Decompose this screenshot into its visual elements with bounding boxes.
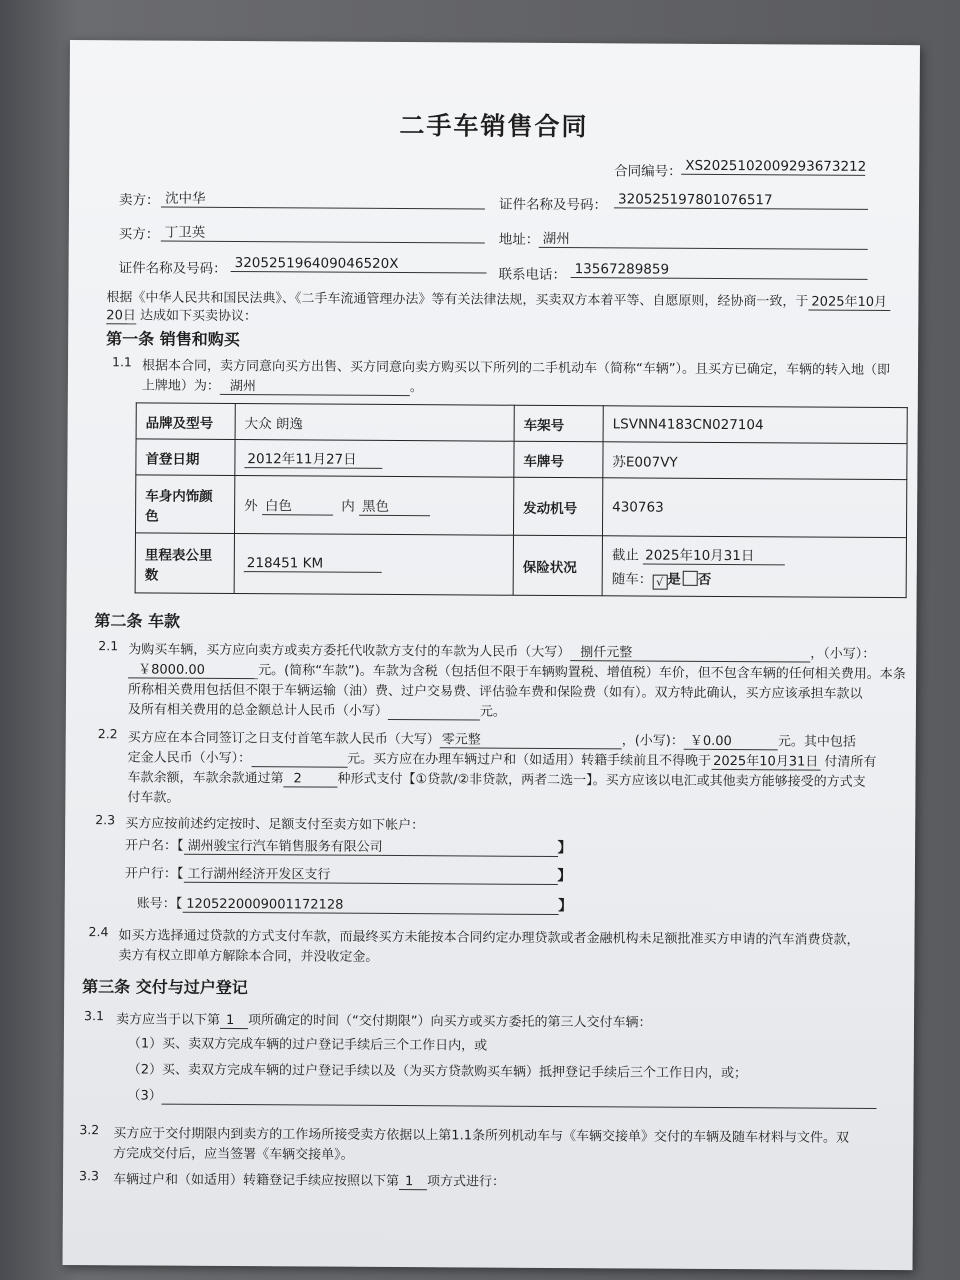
section-2-3-text: 买方应按前述约定按时、足额支付至卖方如下帐户： <box>125 816 425 834</box>
address: 湖州 <box>539 227 868 250</box>
intro-text-2: 达成如下买卖协议： <box>139 308 258 325</box>
contract-page <box>63 40 920 1270</box>
section-2-4-number: 2.4 <box>88 924 109 940</box>
buyer-id-label: 证件名称及号码： <box>118 260 227 277</box>
account-name-bracket: 】 <box>557 839 572 857</box>
section-3-1-option-2: （2）买、卖双方完成车辆的过户登记手续以及（为买方贷款购买车辆）抵押登记手续后三个工作日内，或； <box>127 1062 748 1082</box>
account-no: 1205220009001172128 <box>182 897 558 915</box>
insurance-label: 保险状况 <box>513 535 602 596</box>
seller-name: 沈中华 <box>161 187 485 210</box>
buyer-id: 320525196409046520X <box>231 255 487 274</box>
buyer-label: 买方： <box>118 226 160 243</box>
s2-2-text-b-mid: 元。买方应在办理车辆过户和（如适用）转籍手续前且不得晚于 <box>347 751 712 769</box>
s2-2-text-b-end: 付清所有 <box>824 754 877 770</box>
account-name: 湖州骏宝行汽车销售服务有限公司 <box>184 835 558 857</box>
account-bank-row <box>125 862 572 885</box>
s3-3-text-a-end: 项方式进行： <box>427 1174 506 1190</box>
section-1-1-line-a: 根据本合同，卖方同意向买方出售、买方同意向卖方购买以下所列的二手机动车（简称“车辆”）。且买方已确定，车辆的转入地（即 <box>141 358 891 379</box>
section-1-1-label: 上牌地）为： <box>141 378 220 394</box>
seller-label: 卖方： <box>118 192 160 209</box>
intro-date-2: 20日 <box>106 308 136 324</box>
plate-label: 车牌号 <box>514 441 603 478</box>
price-capital: 捌仟元整 <box>570 641 810 662</box>
article-1-title: 第一条 销售和购买 <box>106 329 240 350</box>
intro-text: 根据《中华人民共和国民法典》、《二手车流通管理办法》等有关法律法规，买卖双方本着平等、自愿原则，经协商一致，于 <box>106 290 809 310</box>
account-no-label: 账号：【 <box>136 896 183 912</box>
phone-label: 联系电话： <box>498 266 567 284</box>
section-2-1-number: 2.1 <box>98 638 119 654</box>
contract-no: XS2025102009293673212 <box>681 158 865 176</box>
seller-id-label: 证件名称及号码： <box>498 196 608 214</box>
deposit-field <box>251 751 347 768</box>
insurance-with-label: 随车： <box>611 570 653 588</box>
section-3-3-number: 3.3 <box>79 1168 99 1184</box>
section-2-1-line-d <box>128 698 506 720</box>
section-2-4-line-b: 卖方有权立即单方解除本合同，并没收定金。 <box>118 948 379 965</box>
section-3-2-line-a: 买方应于交付期限内到卖方的工作场所接受卖方依据以上第1.1条所列机动车与《车辆交接单》交付的车辆及随车材料与文件。双 <box>113 1126 850 1146</box>
section-2-2-number: 2.2 <box>97 726 118 742</box>
exterior-color: 白色 <box>262 494 333 515</box>
account-no-bracket: 】 <box>558 897 573 915</box>
engine-label: 发动机号 <box>513 477 602 536</box>
section-1-1-number: 1.1 <box>111 354 132 370</box>
s2-2-text-c: 车款余额，车款余款通过第 <box>127 770 284 787</box>
address-label: 地址： <box>498 231 540 248</box>
buyer-name: 丁卫英 <box>161 221 485 244</box>
interior-label: 内 <box>341 498 355 515</box>
intro-date-1: 2025年10月 <box>808 295 890 311</box>
insurance-no-checkbox[interactable] <box>683 570 698 585</box>
mileage-label-b: 数 <box>144 566 159 584</box>
transfer-place: 湖州 <box>220 375 410 396</box>
seller-id: 320525197801076517 <box>614 191 868 210</box>
account-bank-bracket: 】 <box>557 867 572 885</box>
reg-date-value: 2012年11月27日 <box>244 447 382 469</box>
s3-1-text-a-end: 项所确定的时间（“交付期限”）向买方或买方委托的第三人交付车辆： <box>247 1013 652 1031</box>
section-3-2-line-b: 方完成交付后，应当签署《车辆交接单》。 <box>113 1146 354 1163</box>
insurance-until-date: 2025年10月31日 <box>643 543 785 565</box>
s2-1-small-label: ，（小写）： <box>810 646 876 662</box>
payment-method: 2 <box>283 771 337 787</box>
engine-value: 430763 <box>602 478 906 538</box>
section-2-2-line-c <box>127 766 865 791</box>
s2-1-text-d: 及所有相关费用的总金额总计人民币（小写） <box>127 702 388 719</box>
color-label-b: 色 <box>145 507 159 525</box>
intro-line-2 <box>106 304 257 324</box>
exterior-label: 外 <box>244 498 258 515</box>
insurance-yes-checkbox[interactable]: √ <box>652 574 667 589</box>
reg-date-cell <box>235 440 514 478</box>
section-3-1-line-a <box>116 1008 652 1031</box>
s2-1-text-a: 为购买车辆，买方应向卖方或卖方委托代收款方支付的车款为人民币（大写） <box>128 642 571 661</box>
section-3-3-line-a <box>113 1168 505 1190</box>
vehicle-table <box>135 402 908 598</box>
delivery-item: 1 <box>220 1013 248 1029</box>
price-amount: ￥8000.00 <box>128 658 258 679</box>
final-payment-date: 2025年10月31日 <box>711 750 820 771</box>
document-title: 二手车销售合同 <box>399 111 589 142</box>
color-label <box>135 475 234 534</box>
vin-value: LSVNN4183CN027104 <box>603 406 907 444</box>
color-cell <box>234 476 513 536</box>
section-2-2-line-d: 付车款。 <box>127 790 180 806</box>
insurance-yes-label: 是 <box>667 571 681 588</box>
account-name-label: 开户名：【 <box>125 838 184 854</box>
section-3-1-option-3 <box>127 1084 876 1109</box>
s2-2-text-a: 买方应在本合同签订之日支付首笔车款人民币（大写） <box>127 730 440 748</box>
article-3-title: 第三条 交付与过户登记 <box>82 977 248 998</box>
brand-label: 品牌及型号 <box>136 403 235 440</box>
insurance-cell <box>602 536 906 598</box>
vin-label: 车架号 <box>514 405 603 442</box>
s2-1-text-b: 元。(简称“车款”)。车款为含税（包括但不限于车辆购置税、增值税）车价，但不包含车辆的任何相关费用。本条 <box>258 663 906 683</box>
s3-1-option-3-label: （3） <box>127 1088 162 1104</box>
option-3-field <box>162 1089 877 1109</box>
account-bank: 工行湖州经济开发区支行 <box>183 863 557 885</box>
brand-value: 大众 朗逸 <box>235 404 514 442</box>
first-payment-amount: ￥0.00 <box>684 730 778 751</box>
article-2-title: 第二条 车款 <box>94 611 181 631</box>
account-name-row <box>125 834 572 857</box>
mileage-label-a: 里程表公里 <box>144 546 213 564</box>
account-bank-label: 开户行：【 <box>124 866 184 882</box>
plate-value: 苏E007VY <box>603 442 907 480</box>
section-3-1-option-1: （1）买、卖双方完成车辆的过户登记手续后三个工作日内，或 <box>127 1036 488 1054</box>
first-payment-capital: 零元整 <box>440 728 622 749</box>
section-2-1-line-c: 所称相关费用包括但不限于车辆运输（油）费、过户交易费、评估验车费和保险费（如有）。双方特此确认，买方应该承担车款以 <box>127 682 863 702</box>
total-amount-field <box>388 704 480 721</box>
s2-2-text-c-end: 种形式支付【①贷款/②非贷款，两者二选一】。买方应该以电汇或其他卖方能够接受的方式支 <box>337 771 866 790</box>
color-label-a: 车身内饰颜 <box>145 487 213 505</box>
mileage-value: 218451 KM <box>244 555 382 573</box>
section-2-4-line-a: 如买方选择通过贷款的方式支付车款，而最终买方未能按本合同约定办理贷款或者金融机构未足额批准买方申请的汽车消费贷款， <box>118 928 860 948</box>
s2-2-text-b: 定金人民币（小写）： <box>127 750 252 767</box>
s3-1-text-a: 卖方应当于以下第 <box>115 1012 221 1028</box>
phone: 13567289859 <box>571 261 868 280</box>
transfer-item: 1 <box>399 1174 427 1190</box>
contract-no-label: 合同编号： <box>614 163 682 180</box>
s2-2-small-label: ，(小写)： <box>621 733 684 749</box>
s3-3-text-a: 车辆过户和（如适用）转籍登记手续应按照以下第 <box>112 1172 400 1190</box>
section-3-1-number: 3.1 <box>83 1008 104 1024</box>
section-2-3-number: 2.3 <box>95 812 116 828</box>
mileage-cell <box>234 534 513 596</box>
mileage-label <box>135 533 234 594</box>
interior-color: 黑色 <box>359 495 430 516</box>
account-no-row <box>137 892 573 915</box>
section-1-1-line-b <box>142 374 423 396</box>
reg-date-label: 首登日期 <box>136 439 235 476</box>
section-3-2-number: 3.2 <box>79 1122 100 1138</box>
section-1-1-end: 。 <box>409 380 423 396</box>
s2-2-text-a-end: 元。其中包括 <box>777 734 856 750</box>
insurance-no-label: 否 <box>697 571 712 588</box>
insurance-until-label: 截止 <box>611 546 639 563</box>
s2-1-text-d-end: 元。 <box>479 704 506 720</box>
